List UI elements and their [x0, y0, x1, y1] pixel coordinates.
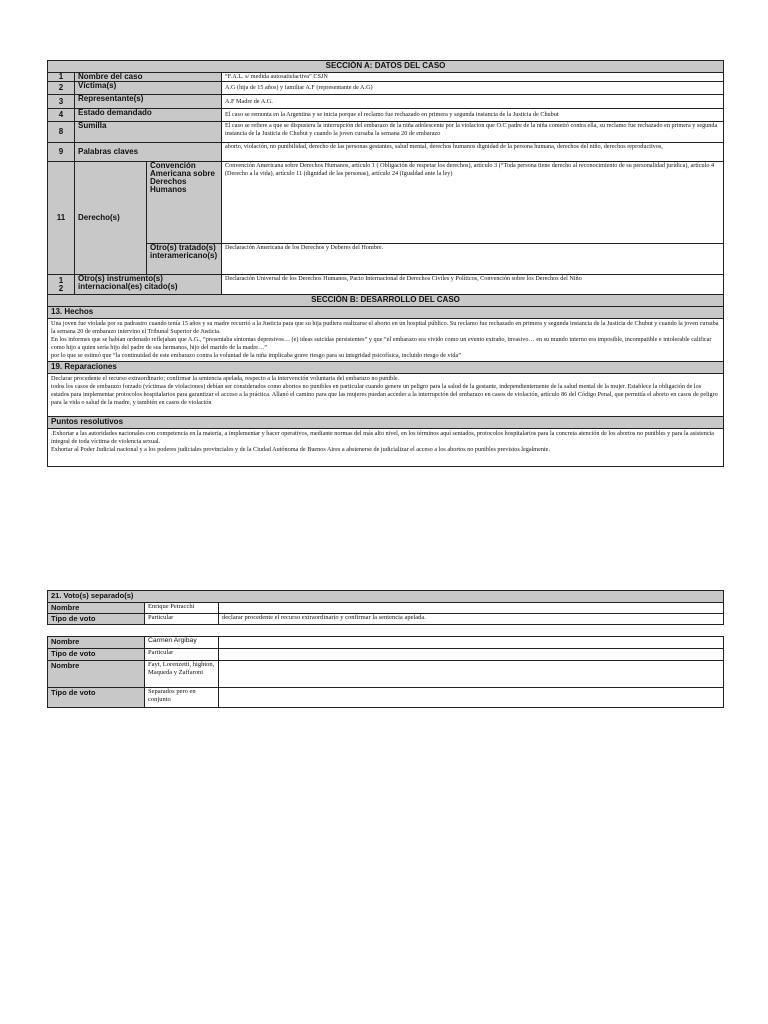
row-number: 4: [48, 109, 75, 122]
vote-type-label: Tipo de voto: [48, 649, 145, 661]
row-number: 9: [48, 143, 75, 162]
vote-detail: [219, 688, 724, 708]
resolutions-label: Puntos resolutivos: [48, 417, 724, 429]
case-data-table: [47, 60, 724, 467]
vote-detail: [219, 637, 724, 649]
representative-value: A.F Madre de A.G.: [222, 95, 724, 109]
facts-paragraph: Una joven fue violada por su padrastro cuando tenía 15 años y su madre recurrió a la Justicia para que su hija pudiera realizarse el aborto en un hospital público. Su reclamo fue rechazado en primera y segunda instancia de la Justicia de Chubut y cuando la joven cursaba la semana 20 de embarazo intervino el Tribunal Superior de Justicia.: [51, 320, 719, 335]
judge-name: Fayt, Lorenzetti, highton, Maqueda y Zaffaroni: [145, 661, 219, 688]
resolutions-content: [48, 429, 724, 467]
separate-votes-table-2: [47, 636, 724, 708]
rights-label: Derecho(s): [75, 162, 147, 275]
name-label: Nombre: [48, 637, 145, 649]
keywords-value: aborto, violación, no punibilidad, derecho de las personas gestantes, salud mental, derechos humanos dignidad de la persona humana, derechos del niño, derechos reproductivos,: [222, 143, 724, 162]
other-instruments-value: Declaración Universal de los Derechos Humanos, Pacto Internacional de Derechos Civiles y Políticos, Convención sobre los Derechos del Niño: [222, 275, 724, 295]
row-number: 8: [48, 122, 75, 143]
case-name-value: “F.A.L. s/ medida autosatisfactiva” CSJN: [222, 73, 724, 82]
reparations-paragraph: Declarar procedente el recurso extraordinario; confirmar la sentencia apelada, respecto a la intervención voluntaria del embarazo no punible.: [51, 375, 400, 382]
respondent-state-value: El caso se remonta en la Argentina y se inicia porque el reclamo fue rechazado en primera y segunda instancia de la Justicia de Chubut: [222, 109, 724, 122]
vote-detail: [219, 661, 724, 688]
row-number: 2: [48, 82, 75, 95]
resolutions-paragraph: .Exhortar a las autoridades nacionales con competencia en la materia, a implementar y hacer operativos, mediante normas del más alto nivel, en los términos aquí sentados, protocolos hospitalarios para la concreta atención de los abortos no punibles y para la asistencia integral de toda víctima de violencia sexual.: [51, 430, 715, 445]
vote-detail: [219, 603, 724, 614]
other-treaties-value: Declaración Americana de los Derechos y Deberes del Hombre.: [222, 244, 724, 275]
section-b-title: SECCIÓN B: DESARROLLO DEL CASO: [48, 295, 724, 307]
vote-detail: [219, 649, 724, 661]
facts-content: [48, 319, 724, 362]
facts-label: 13. Hechos: [48, 307, 724, 319]
case-name-label: Nombre del caso: [75, 73, 222, 82]
facts-paragraph: En los informes que se habían ordenado reflejaban que A.G., “presentaba síntomas depresivos… (e) ideas suicidas persistentes” y que “el embarazo era vivido como un evento extraño, invasivo… en su mundo interno era imposible, incompatible e intolerable calificar como hijo a quien sería hijo del padre de sus hermanos, hijo del marido de la madre…”: [51, 336, 712, 351]
judge-name: Enrique Petracchi: [145, 603, 219, 614]
row-number: 12: [48, 275, 75, 295]
summary-label: Sumilla: [75, 122, 222, 143]
section-a-title: SECCIÓN A: DATOS DEL CASO: [48, 61, 724, 73]
judge-name: Carmen Argibay: [145, 637, 219, 649]
keywords-label: Palabras claves: [75, 143, 222, 162]
reparations-paragraph: todos los casos de embarazo forzado (víctimas de violaciones) debían ser considerados como abortos no punibles en particular cuando genere un peligro para la salud de la gestante, independientemente de la salud mental de la mujer. Establece la obligación de los estados para implementar protocolos hospitalarios para garantizar el acceso a la práctica. Allanó el camino para que las mujeres puedan acceder a la interrupción del embarazo en casos de violación, artículo 86 del Código Penal, que permitía el aborto en casos de peligro para la vida o salud de la madre, y también en casos de violación: [51, 383, 718, 406]
representative-label: Representante(s): [75, 95, 222, 109]
separate-votes-table: [47, 590, 724, 625]
name-label: Nombre: [48, 661, 145, 688]
vote-type-value: Particular: [145, 614, 219, 625]
vote-type-value: Separados pero en conjunto: [145, 688, 219, 708]
row-number: 1: [48, 73, 75, 82]
facts-paragraph: por lo que se estimó que “la continuidad de este embarazo contra la voluntad de la niña implicaba grave riesgo para su integridad psicofísica, incluido riesgo de vida”: [51, 352, 461, 359]
reparations-content: [48, 374, 724, 417]
victim-value: A.G (hija de 15 años) y familiar A.F (representante de A.G): [222, 82, 724, 95]
vote-detail: declarar procedente el recurso extraordinario y confirmar la sentencia apelada.: [219, 614, 724, 625]
name-label: Nombre: [48, 603, 145, 614]
american-convention-label: Convención Americana sobre Derechos Humanos: [147, 162, 222, 244]
vote-type-label: Tipo de voto: [48, 614, 145, 625]
reparations-label: 19. Reparaciones: [48, 362, 724, 374]
row-number: 11: [48, 162, 75, 275]
separate-votes-title: 21. Voto(s) separado(s): [48, 591, 724, 603]
respondent-state-label: Estado demandado: [75, 109, 222, 122]
row-number: 3: [48, 95, 75, 109]
vote-type-value: Particular: [145, 649, 219, 661]
other-treaties-label: Otro(s) tratado(s) interamericano(s): [147, 244, 222, 275]
other-instruments-label: Otro(s) instrumento(s) internacional(es) citado(s): [75, 275, 222, 295]
victim-label: Víctima(s): [75, 82, 222, 95]
vote-type-label: Tipo de voto: [48, 688, 145, 708]
american-convention-value: Convención Americana sobre Derechos Humanos, artículo 1 ( Obligación de respetar los derechos), artículo 3 (“Toda persona tiene derecho al reconocimiento de su personalidad jurídica), artículo 4 (Derecho a la vida), artículo 11 (dignidad de las personas), artículo 24 (Igualdad ante la ley): [222, 162, 724, 244]
resolutions-paragraph: Exhortar al Poder Judicial nacional y a los poderes judiciales provinciales y de la Ciudad Autónoma de Buenos Aires a abstenerse de judicializar el acceso a los abortos no punibles previstos legalmente.: [51, 446, 550, 453]
summary-value: El caso se refiere a que se dispusiera la interrupción del embarazo de la niña adolescente por la violacion que O.C padre de la niña cometió contra ella, su reclamo fue rechazado en primera y segunda instancia de la Justicia de Chubut y cuando la joven cursaba la semana 20 de embarazo: [222, 122, 724, 143]
